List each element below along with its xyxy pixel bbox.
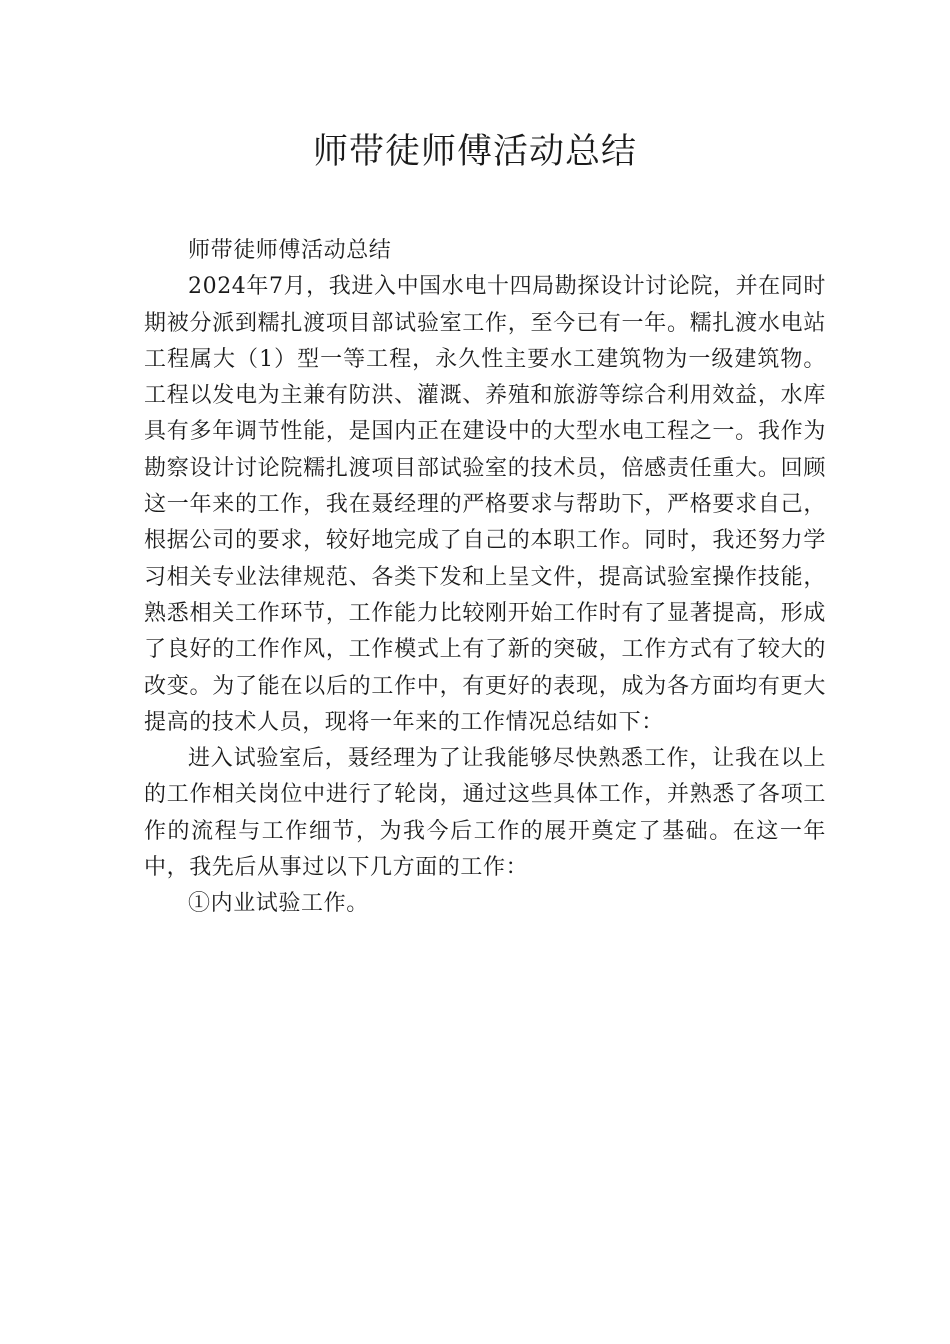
paragraph-subtitle: 师带徒师傅活动总结 [188,238,392,263]
paragraph-work-overview: 进入试验室后，聂经理为了让我能够尽快熟悉工作，让我在以上的工作相关岗位中进行了轮岗，通过这些具体工作，并熟悉了各项工作的流程与工作细节，为我今后工作的展开奠定了基础。在这一年中，我先后从事过以下几方面的工作： [144,746,826,881]
document-body [144,233,826,923]
document-title: 师带徒师傅活动总结 [312,132,637,172]
paragraph-list-item-1: ①内业试验工作。 [188,891,369,917]
paragraph-introduction: 2024年7月，我进入中国水电十四局勘探设计讨论院，并在同时期被分派到糯扎渡项目部试验室工作，至今已有一年。糯扎渡水电站工程属大（1）型一等工程，永久性主要水工建筑物为一级建筑物。工程以发电为主兼有防洪、灌溉、养殖和旅游等综合利用效益，水库具有多年调节性能，是国内正在建设中的大型水电工程之一。我作为勘察设计讨论院糯扎渡项目部试验室的技术员，倍感责任重大。回顾这一年来的工作，我在聂经理的严格要求与帮助下，严格要求自己，根据公司的要求，较好地完成了自己的本职工作。同时，我还努力学习相关专业法律规范、各类下发和上呈文件，提高试验室操作技能，熟悉相关工作环节，工作能力比较刚开始工作时有了显著提高，形成了良好的工作作风，工作模式上有了新的突破，工作方式有了较大的改变。为了能在以后的工作中，有更好的表现，成为各方面均有更大提高的技术人员，现将一年来的工作情况总结如下： [144,274,826,735]
